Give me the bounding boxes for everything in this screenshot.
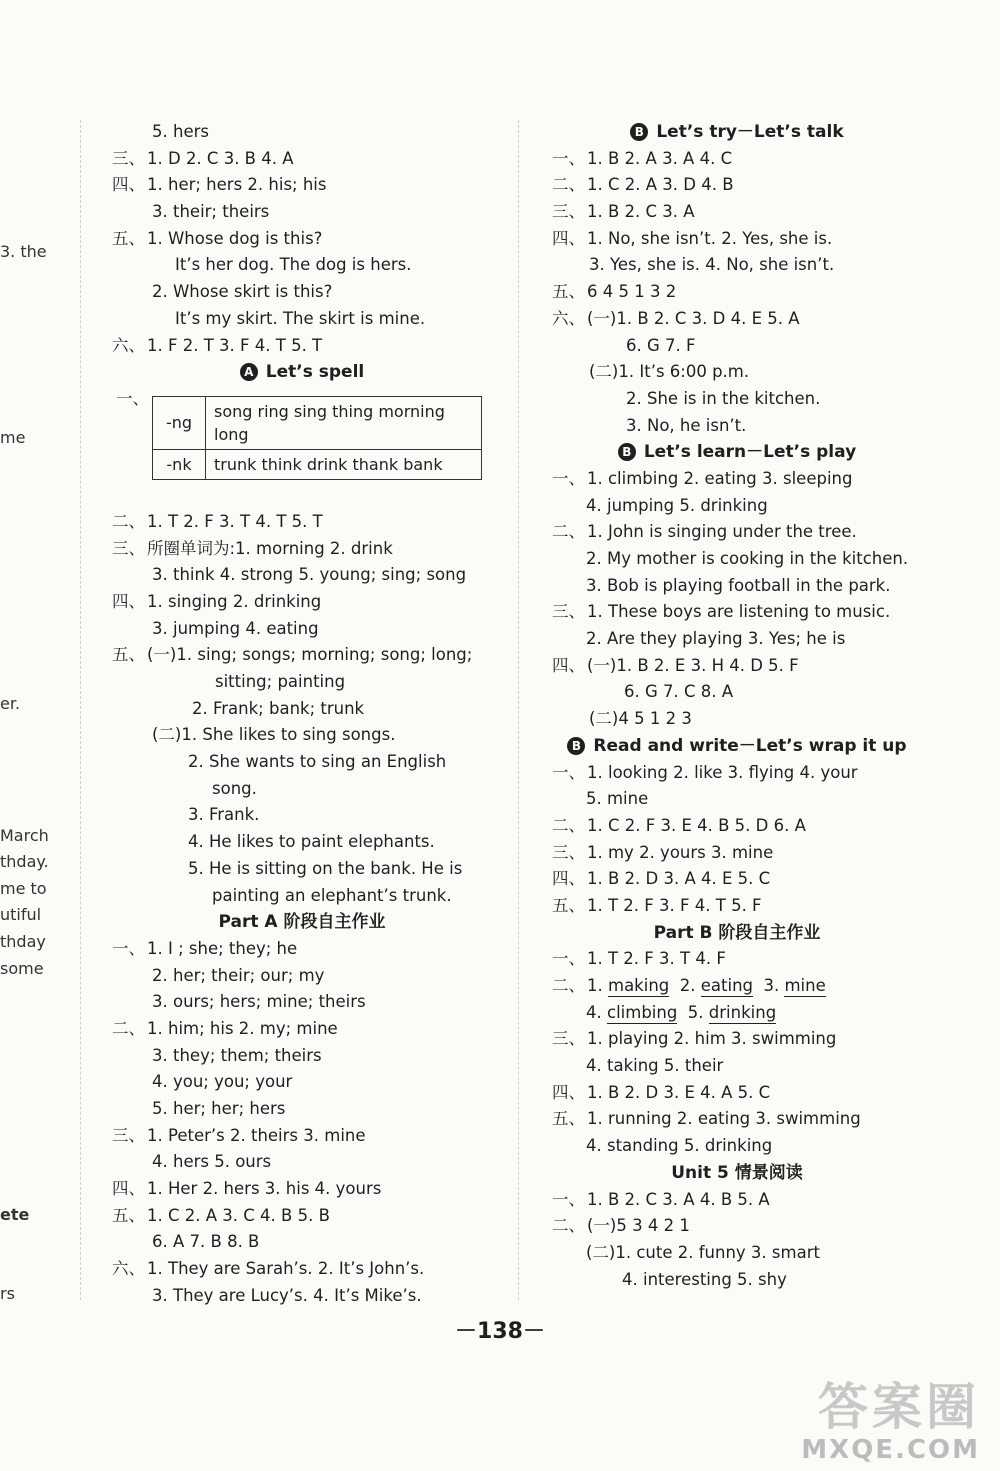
- underlined-word: climbing: [607, 1002, 678, 1022]
- section-badge-icon: A: [240, 363, 258, 381]
- answer-line: (二)1. She likes to sing songs.: [152, 725, 396, 745]
- answer-line: 四、 1. No, she isn’t. 2. Yes, she is.: [552, 226, 922, 253]
- section-number: 五、: [112, 645, 145, 665]
- section-number: 二、: [552, 522, 585, 542]
- answer-line: 六、 (一)1. B 2. C 3. D 4. E 5. A: [552, 306, 922, 333]
- section-number: 一、: [552, 148, 585, 168]
- answer-line: (二)4 5 1 2 3: [589, 709, 692, 729]
- answer-line: 一、 1. looking 2. like 3. flying 4. your: [552, 760, 922, 787]
- answer-line: 4. standing 5. drinking: [586, 1136, 773, 1156]
- section-badge-icon: B: [618, 443, 636, 461]
- answer-line: 一、 1. T 2. F 3. T 4. F: [552, 946, 922, 973]
- answer-line: 3. they; them; theirs: [152, 1045, 322, 1065]
- answer-line: 四、 1. Her 2. hers 3. his 4. yours: [112, 1176, 492, 1203]
- answer-line: 三、 1. B 2. C 3. A: [552, 199, 922, 226]
- answer-line: 六、 1. They are Sarah’s. 2. It’s John’s.: [112, 1256, 492, 1283]
- page-number: －138－: [455, 1319, 545, 1344]
- answer-line: 二、 1. making 2. eating 3. mine: [552, 973, 922, 1000]
- answer-line: 3. their; theirs: [152, 202, 270, 222]
- answer-line: 2. Whose skirt is this?: [152, 282, 333, 302]
- answer-line: 3. ours; hers; mine; theirs: [152, 992, 366, 1012]
- answer-line: 四、 1. B 2. D 3. E 4. A 5. C: [552, 1080, 922, 1107]
- section-heading: B Let’s try－Let’s talk: [552, 119, 922, 146]
- table-cell: -ng: [153, 396, 206, 449]
- section-number: 二、: [112, 1018, 145, 1038]
- answer-line: sitting; painting: [215, 672, 346, 691]
- answer-line: 四、 1. singing 2. drinking: [112, 589, 492, 616]
- underlined-word: drinking: [708, 1002, 777, 1022]
- margin-fragment: me: [0, 428, 26, 447]
- column-divider: [518, 120, 519, 1300]
- section-heading: Unit 5 情景阅读: [671, 1162, 803, 1183]
- answer-line: 三、 1. Peter’s 2. theirs 3. mine: [112, 1123, 492, 1150]
- margin-fragment: me to: [0, 879, 47, 898]
- answer-line: 3. Yes, she is. 4. No, she isn’t.: [589, 255, 835, 275]
- answer-line: 五、 (一)1. sing; songs; morning; song; long;: [112, 642, 492, 669]
- answer-line: 4. hers 5. ours: [152, 1152, 272, 1172]
- section-number: 六、: [112, 335, 145, 355]
- answer-line: (二)1. cute 2. funny 3. smart: [586, 1242, 820, 1262]
- answer-line: 三、 1. These boys are listening to music.: [552, 599, 922, 626]
- section-number: 二、: [552, 1216, 585, 1236]
- section-number: 四、: [112, 175, 145, 195]
- answer-line: 2. her; their; our; my: [152, 965, 325, 985]
- section-number: 四、: [112, 591, 145, 611]
- section-number: 一、: [552, 468, 585, 488]
- margin-fragment: rs: [0, 1284, 15, 1303]
- answer-line: 五、 1. T 2. F 3. F 4. T 5. F: [552, 893, 922, 920]
- answer-line: 二、 1. him; his 2. my; mine: [112, 1016, 492, 1043]
- section-number: 三、: [112, 148, 145, 168]
- section-number: 四、: [552, 228, 585, 248]
- answer-line: 三、 所圈单词为:1. morning 2. drink: [112, 536, 492, 563]
- margin-fragment: ete: [0, 1205, 30, 1224]
- answer-line: 五、 1. running 2. eating 3. swimming: [552, 1106, 922, 1133]
- table-cell: trunk think drink thank bank: [206, 449, 482, 479]
- table-cell: -nk: [153, 449, 206, 479]
- answer-line: 5. her; her; hers: [152, 1099, 286, 1118]
- answer-line: 六、 1. F 2. T 3. F 4. T 5. T: [112, 333, 492, 360]
- answer-line: 二、 1. C 2. F 3. E 4. B 5. D 6. A: [552, 813, 922, 840]
- watermark-logo: 答案圈: [818, 1378, 980, 1436]
- section-number: 四、: [552, 1082, 585, 1102]
- margin-fragment: er.: [0, 694, 21, 713]
- answer-line: It’s my skirt. The skirt is mine.: [175, 308, 426, 328]
- section-heading: B Let’s learn－Let’s play: [552, 439, 922, 466]
- answer-line: 5. He is sitting on the bank. He is: [188, 858, 463, 878]
- margin-fragment: utiful: [0, 905, 42, 924]
- section-number: 五、: [552, 282, 585, 302]
- answer-line: 3. think 4. strong 5. young; sing; song: [152, 565, 467, 585]
- answer-line: 2. My mother is cooking in the kitchen.: [586, 549, 909, 568]
- section-number: 五、: [112, 1205, 145, 1225]
- section-number: 一、: [116, 388, 149, 408]
- section-number: 六、: [552, 308, 585, 328]
- section-badge-icon: B: [567, 737, 585, 755]
- answer-line: 6. G 7. F: [626, 335, 696, 355]
- section-heading: B Read and write－Let’s wrap it up: [552, 733, 922, 760]
- answer-line: 三、 1. D 2. C 3. B 4. A: [112, 146, 492, 173]
- answer-line: 6. A 7. B 8. B: [152, 1232, 260, 1252]
- answer-line: 一、 1. I ; she; they; he: [112, 936, 492, 963]
- answer-line: 二、 1. John is singing under the tree.: [552, 519, 922, 546]
- underlined-word: mine: [784, 976, 826, 995]
- answer-line: 一、 1. B 2. C 3. A 4. B 5. A: [552, 1187, 922, 1214]
- answer-line: 6. G 7. C 8. A: [624, 682, 734, 702]
- answer-line: 3. jumping 4. eating: [152, 618, 319, 638]
- answer-line: 4. climbing 5. drinking: [586, 1002, 777, 1022]
- answer-line: 4. interesting 5. shy: [622, 1269, 787, 1289]
- section-heading: Part B 阶段自主作业: [653, 922, 821, 943]
- table-cell: song ring sing thing morning long: [206, 396, 482, 449]
- answer-line: 3. Bob is playing football in the park.: [586, 575, 891, 595]
- answer-line: 2. Frank; bank; trunk: [192, 698, 365, 718]
- section-number: 三、: [552, 202, 585, 222]
- watermark: [801, 1379, 980, 1465]
- margin-fragment: March: [0, 826, 49, 845]
- answer-line: 四、 1. her; hers 2. his; his: [112, 172, 492, 199]
- margin-fragment: 3. the: [0, 242, 47, 261]
- underlined-word: making: [608, 976, 670, 995]
- answer-line: 5. hers: [152, 122, 209, 141]
- section-number: 五、: [552, 895, 585, 915]
- answer-line: 二、 1. C 2. A 3. D 4. B: [552, 172, 922, 199]
- answer-line: 二、 1. T 2. F 3. T 4. T 5. T: [112, 509, 492, 536]
- section-number: 一、: [552, 949, 585, 969]
- answer-line: 四、 (一)1. B 2. E 3. H 4. D 5. F: [552, 653, 922, 680]
- answer-line: 2. She is in the kitchen.: [626, 388, 821, 408]
- answer-line: 一、 1. B 2. A 3. A 4. C: [552, 146, 922, 173]
- left-answer-column: [112, 119, 492, 1310]
- answer-line: 3. They are Lucy’s. 4. It’s Mike’s.: [152, 1285, 422, 1305]
- section-number: 四、: [552, 869, 585, 889]
- answer-line: 五、 6 4 5 1 3 2: [552, 279, 922, 306]
- answer-line: 4. He likes to paint elephants.: [188, 832, 435, 852]
- answer-line: 4. taking 5. their: [586, 1056, 724, 1076]
- answer-line: 3. Frank.: [188, 805, 260, 825]
- answer-line: 5. mine: [586, 789, 649, 809]
- answer-line: 4. jumping 5. drinking: [586, 495, 768, 515]
- section-number: 四、: [552, 655, 585, 675]
- margin-fragment: some: [0, 959, 44, 978]
- section-number: 一、: [552, 1189, 585, 1209]
- table-row: [153, 396, 482, 449]
- section-number: 二、: [552, 815, 585, 835]
- table-row: [153, 449, 482, 479]
- answer-line: 四、 1. B 2. D 3. A 4. E 5. C: [552, 866, 922, 893]
- margin-fragment: thday: [0, 932, 46, 951]
- margin-fragment: thday.: [0, 852, 49, 871]
- section-number: 六、: [112, 1259, 145, 1279]
- section-number: 三、: [112, 538, 145, 558]
- spell-table: [152, 396, 482, 480]
- section-number: 三、: [552, 1029, 585, 1049]
- section-heading: Part A 阶段自主作业: [218, 912, 386, 933]
- answer-line: painting an elephant’s trunk.: [212, 885, 452, 905]
- column-divider: [80, 120, 81, 1300]
- answer-line: song.: [212, 778, 257, 798]
- section-number: 三、: [552, 602, 585, 622]
- answer-line: 2. She wants to sing an English: [188, 752, 447, 772]
- section-number: 三、: [112, 1125, 145, 1145]
- section-number: 一、: [112, 938, 145, 958]
- answer-line: (二)1. It’s 6:00 p.m.: [589, 362, 750, 382]
- section-number: 五、: [552, 1109, 585, 1129]
- answer-line: 二、 (一)5 3 4 2 1: [552, 1213, 922, 1240]
- section-number: 二、: [112, 511, 145, 531]
- answer-line: 五、 1. Whose dog is this?: [112, 226, 492, 253]
- underlined-word: eating: [700, 976, 753, 995]
- answer-line: 4. you; you; your: [152, 1072, 293, 1092]
- answer-line: 三、 1. my 2. yours 3. mine: [552, 840, 922, 867]
- answer-line: 一、 1. climbing 2. eating 3. sleeping: [552, 466, 922, 493]
- section-number: 五、: [112, 228, 145, 248]
- section-number: 二、: [552, 175, 585, 195]
- answer-line: 3. No, he isn’t.: [626, 415, 747, 435]
- section-number: 一、: [552, 762, 585, 782]
- answer-line: 三、 1. playing 2. him 3. swimming: [552, 1026, 922, 1053]
- section-number: 四、: [112, 1179, 145, 1199]
- right-answer-column: [552, 119, 922, 1293]
- section-badge-icon: B: [630, 123, 648, 141]
- section-heading: A Let’s spell: [112, 359, 492, 386]
- spell-table-block: [112, 386, 492, 509]
- section-number: 二、: [552, 976, 585, 995]
- section-number: 三、: [552, 842, 585, 862]
- answer-line: It’s her dog. The dog is hers.: [175, 255, 412, 275]
- answer-line: 2. Are they playing 3. Yes; he is: [586, 629, 846, 649]
- watermark-url: MXQE.COM: [801, 1435, 980, 1465]
- answer-line: 五、 1. C 2. A 3. C 4. B 5. B: [112, 1203, 492, 1230]
